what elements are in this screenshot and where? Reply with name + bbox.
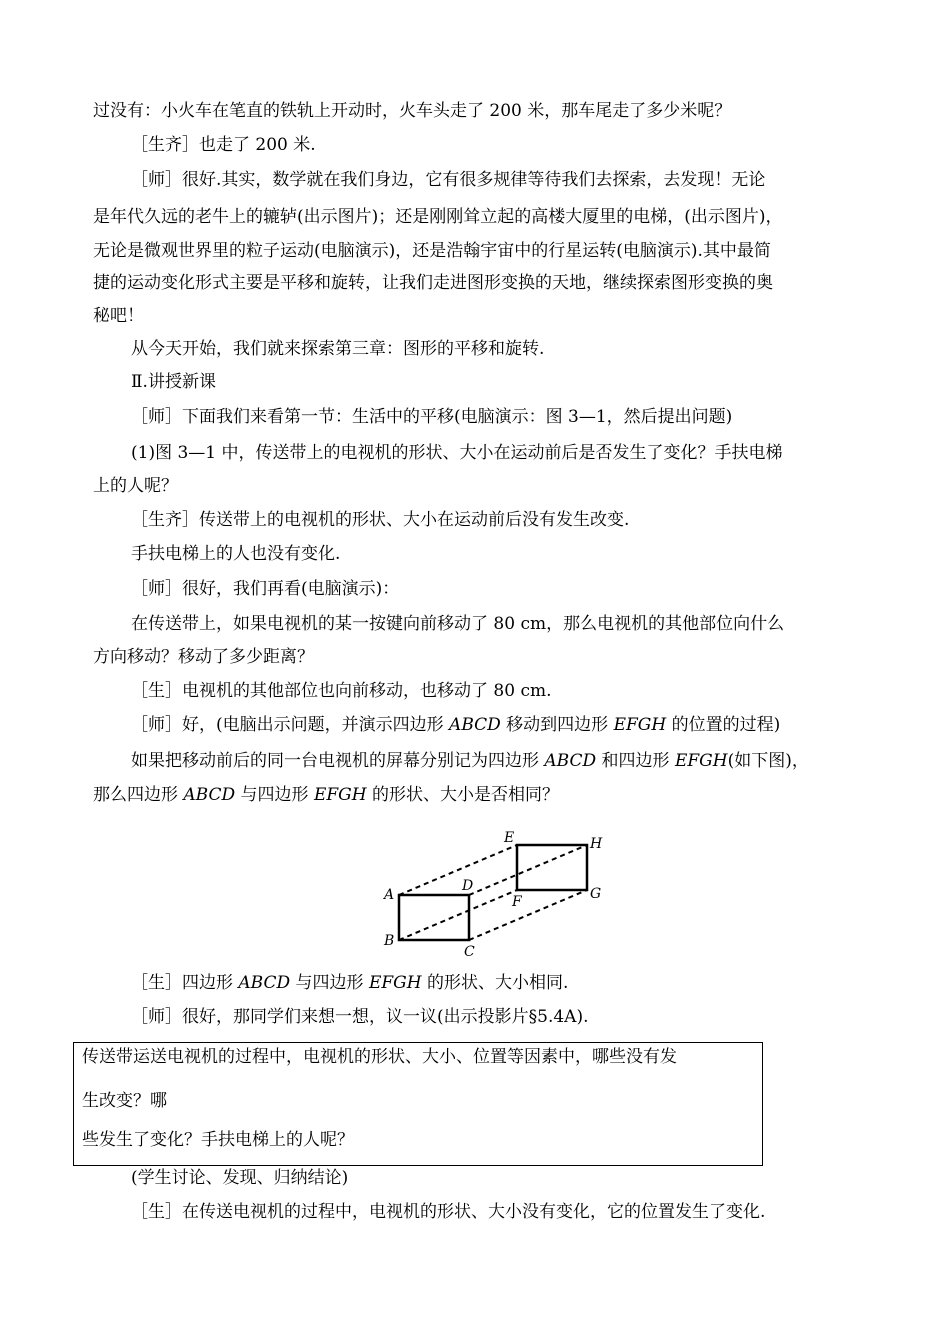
label-d: D: [462, 878, 474, 894]
label-b: B: [384, 933, 395, 949]
translation-figure: [380, 826, 610, 956]
box-line: [82, 1046, 677, 1068]
text-run: 那么四边形: [93, 785, 184, 805]
text-run: 移动到四边形: [500, 715, 614, 735]
paragraph-line: [131, 750, 809, 772]
paragraph-line: [93, 646, 314, 668]
paragraph-line: [131, 169, 765, 191]
dashed-line-bf: [399, 890, 517, 940]
label-g: G: [590, 886, 602, 902]
text-run: ［师］很好，那同学们来想一想，议一议(出示投影片§5.4A).: [131, 1007, 589, 1027]
text-run: ［生齐］也走了 200 米.: [131, 135, 316, 155]
box-line: [82, 1129, 354, 1151]
paragraph-line: [131, 509, 629, 531]
text-run: (如下图)，: [727, 751, 809, 771]
italic-term: ABCD: [544, 751, 597, 771]
paragraph-line: [131, 680, 551, 702]
italic-term: ABCD: [183, 785, 236, 805]
text-run: 方向移动？移动了多少距离？: [93, 647, 314, 667]
paragraph-line: [93, 272, 773, 294]
dashed-line-dh: [469, 845, 587, 895]
paragraph-line: [93, 240, 771, 262]
text-run: 生改变？哪: [82, 1091, 167, 1111]
text-run: 些发生了变化？手扶电梯上的人呢？: [82, 1130, 354, 1150]
paragraph-line: [93, 784, 559, 806]
label-e: E: [504, 830, 515, 846]
text-run: 如果把移动前后的同一台电视机的屏幕分别记为四边形: [131, 751, 545, 771]
paragraph-line: [93, 100, 731, 122]
section-heading: [131, 371, 216, 393]
text-run: ［师］很好.其实，数学就在我们身边，它有很多规律等待我们去探索，去发现！无论: [131, 170, 766, 190]
quadrilateral-abcd: [399, 895, 469, 940]
text-run: ［师］很好，我们再看(电脑演示)：: [131, 579, 400, 599]
paragraph-line: [131, 613, 784, 635]
italic-term: EFGH: [674, 751, 728, 771]
dashed-line-ae: [399, 845, 517, 895]
text-run: 过没有：小火车在笔直的铁轨上开动时，火车头走了 200 米，那车尾走了多少米呢？: [93, 101, 732, 121]
paragraph-line: [93, 206, 783, 228]
label-f: F: [512, 894, 522, 910]
italic-term: EFGH: [313, 785, 367, 805]
paragraph-line: [131, 442, 783, 464]
paragraph-line: [93, 305, 144, 327]
label-c: C: [464, 944, 475, 956]
paragraph-line: [131, 338, 544, 360]
text-run: 捷的运动变化形式主要是平移和旋转，让我们走进图形变换的天地，继续探索图形变换的奥: [93, 273, 773, 293]
label-a: A: [384, 887, 395, 903]
text-run: Ⅱ.讲授新课: [131, 372, 216, 392]
text-run: 的形状、大小是否相同？: [366, 785, 559, 805]
label-h: H: [590, 836, 603, 852]
text-run: 和四边形: [596, 751, 675, 771]
text-run: 与四边形: [290, 973, 369, 993]
paragraph-line: [131, 543, 340, 565]
text-run: 从今天开始，我们就来探索第三章：图形的平移和旋转.: [131, 339, 545, 359]
text-run: 的位置的过程): [666, 715, 781, 735]
text-run: 是年代久远的老牛上的辘轳(出示图片)；还是刚刚耸立起的高楼大厦里的电梯，(出示图片)，: [93, 207, 783, 227]
italic-term: ABCD: [449, 715, 501, 735]
text-run: ［师］好，(电脑出示问题，并演示四边形: [131, 715, 450, 735]
paragraph-line: [131, 406, 732, 428]
paragraph-line: [93, 475, 178, 497]
paragraph-line: [131, 714, 780, 736]
paragraph-line: [131, 1006, 588, 1028]
text-run: (1)图 3—1 中，传送带上的电视机的形状、大小在运动前后是否发生了变化？手扶电梯: [131, 443, 783, 463]
text-run: 的形状、大小相同.: [421, 973, 569, 993]
text-run: ［生齐］传送带上的电视机的形状、大小在运动前后没有发生改变.: [131, 510, 630, 530]
text-run: (学生讨论、发现、归纳结论): [131, 1168, 349, 1188]
text-run: 上的人呢？: [93, 476, 178, 496]
paragraph-line: [131, 1167, 348, 1189]
italic-term: ABCD: [238, 973, 291, 993]
text-run: 手扶电梯上的人也没有变化.: [131, 544, 341, 564]
italic-term: EFGH: [613, 715, 667, 735]
text-run: 在传送带上，如果电视机的某一按键向前移动了 80 cm，那么电视机的其他部位向什么: [131, 614, 785, 634]
text-run: 无论是微观世界里的粒子运动(电脑演示)，还是浩翰宇宙中的行星运转(电脑演示).其中最简: [93, 241, 771, 261]
dashed-line-cg: [469, 890, 587, 940]
paragraph-line: [131, 134, 316, 156]
text-run: ［师］下面我们来看第一节：生活中的平移(电脑演示：图 3—1，然后提出问题): [131, 407, 733, 427]
text-run: ［生］四边形: [131, 973, 239, 993]
paragraph-line: [131, 972, 568, 994]
text-run: 与四边形: [235, 785, 314, 805]
box-line: [82, 1090, 167, 1112]
discussion-box: [73, 1042, 763, 1166]
paragraph-line: [131, 578, 399, 600]
paragraph-line: [131, 1201, 765, 1223]
text-run: 传送带运送电视机的过程中，电视机的形状、大小、位置等因素中，哪些没有发: [82, 1047, 677, 1067]
quadrilateral-efgh: [517, 845, 587, 890]
italic-term: EFGH: [368, 973, 422, 993]
text-run: ［生］电视机的其他部位也向前移动，也移动了 80 cm.: [131, 681, 552, 701]
text-run: 秘吧！: [93, 306, 144, 326]
text-run: ［生］在传送电视机的过程中，电视机的形状、大小没有变化，它的位置发生了变化.: [131, 1202, 766, 1222]
